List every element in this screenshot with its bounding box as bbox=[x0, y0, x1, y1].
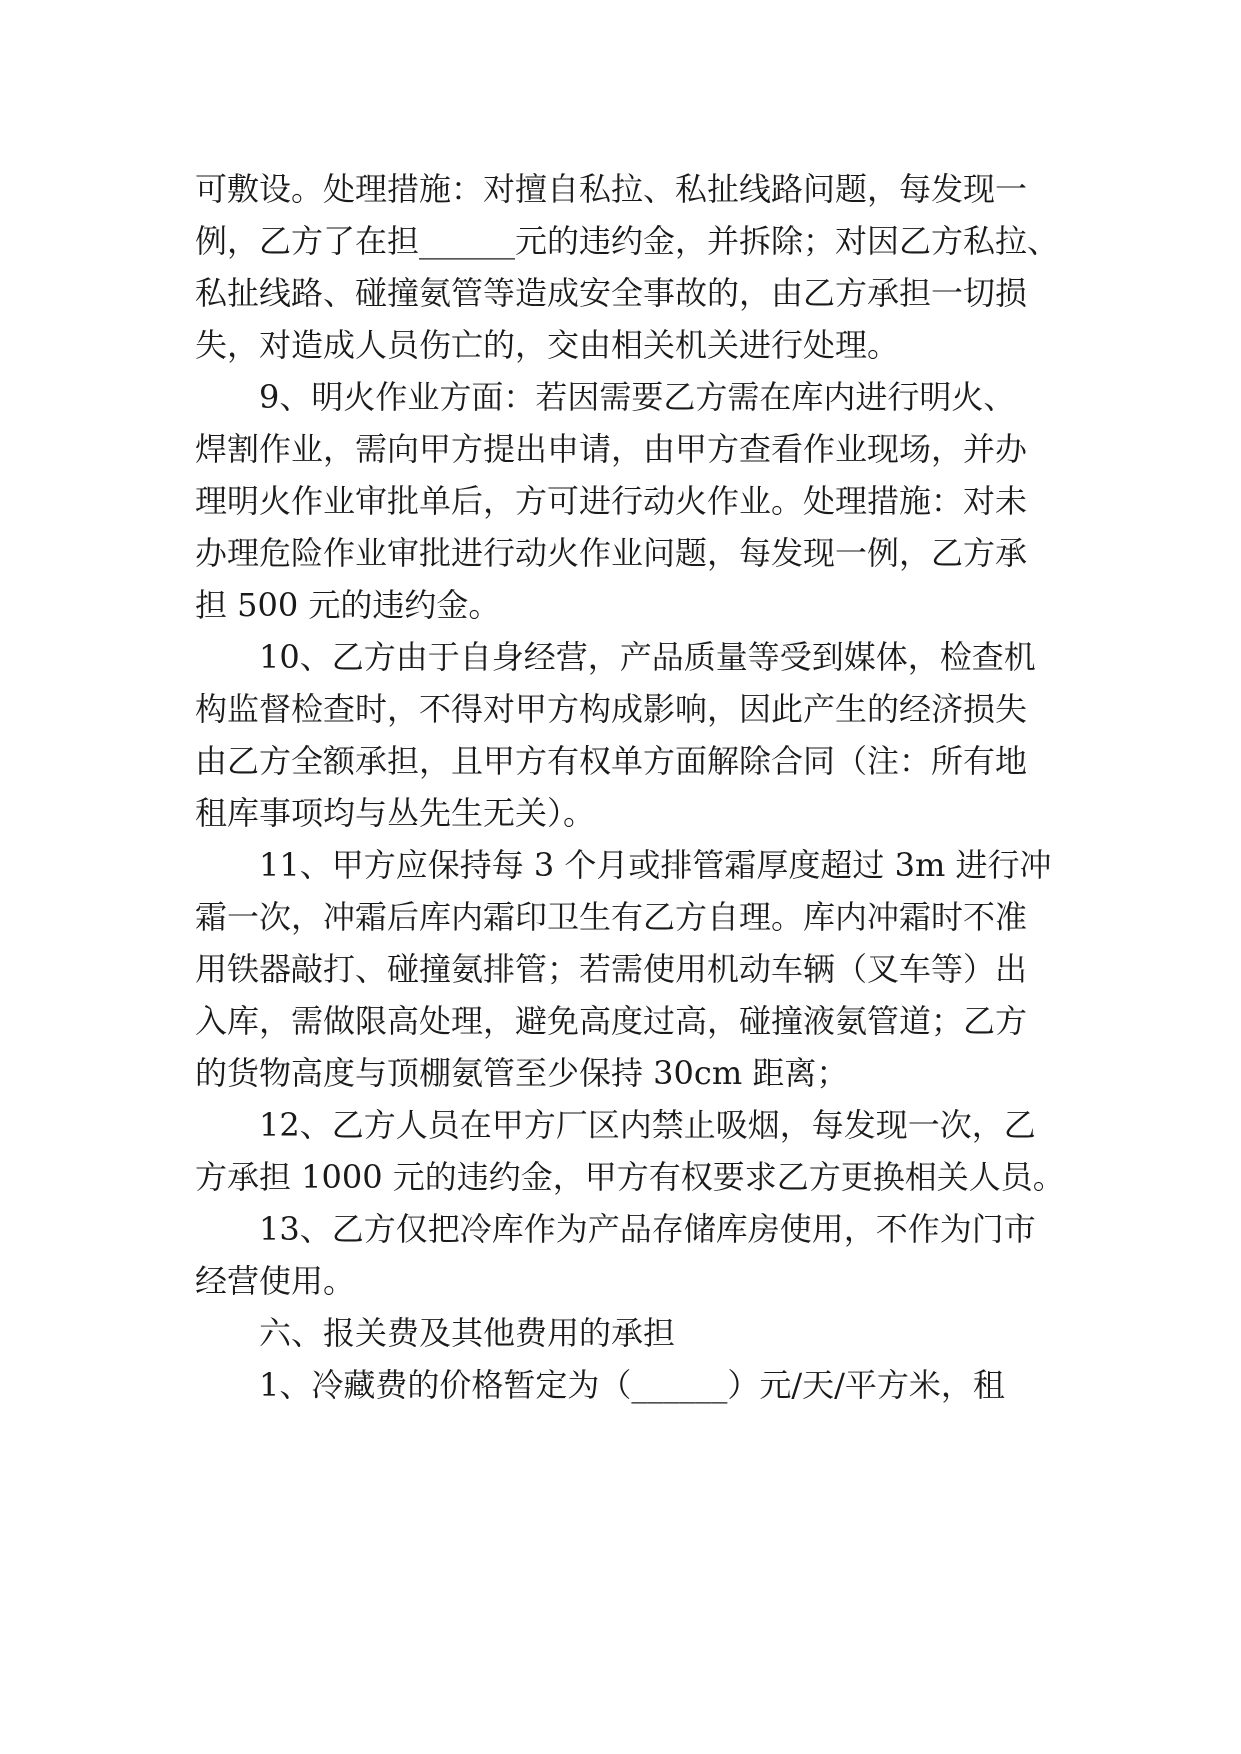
text-line: 方承担 1000 元的违约金，甲方有权要求乙方更换相关人员。 bbox=[195, 1158, 1065, 1196]
clause-11-heading-line: 11、甲方应保持每 3 个月或排管霜厚度超过 3m 进行冲 bbox=[259, 846, 1052, 884]
text-line: 由乙方全额承担，且甲方有权单方面解除合同（注：所有地 bbox=[195, 742, 1028, 780]
text-line: 用铁器敲打、碰撞氨排管；若需使用机动车辆（叉车等）出 bbox=[195, 950, 1028, 988]
text-line: 的货物高度与顶棚氨管至少保持 30cm 距离； bbox=[195, 1054, 849, 1092]
text-line: 经营使用。 bbox=[195, 1262, 356, 1300]
text-line: 担 500 元的违约金。 bbox=[195, 586, 501, 624]
text-line: 入库，需做限高处理，避免高度过高，碰撞液氨管道；乙方 bbox=[195, 1002, 1028, 1040]
text-line: 构监督检查时，不得对甲方构成影响，因此产生的经济损失 bbox=[195, 690, 1028, 728]
text-line: 可敷设。处理措施：对擅自私拉、私扯线路问题，每发现一 bbox=[195, 170, 1028, 208]
section-6-heading: 六、报关费及其他费用的承担 bbox=[259, 1314, 676, 1352]
clause-12-heading-line: 12、乙方人员在甲方厂区内禁止吸烟，每发现一次，乙 bbox=[259, 1106, 1036, 1144]
text-line: 焊割作业，需向甲方提出申请，由甲方查看作业现场，并办 bbox=[195, 430, 1028, 468]
section-6-clause-1-line: 1、冷藏费的价格暂定为（______）元/天/平方米，租 bbox=[259, 1366, 1005, 1404]
text-line: 租库事项均与丛先生无关）。 bbox=[195, 794, 596, 832]
clause-13-heading-line: 13、乙方仅把冷库作为产品存储库房使用，不作为门市 bbox=[259, 1210, 1036, 1248]
text-line: 霜一次，冲霜后库内霜印卫生有乙方自理。库内冲霜时不准 bbox=[195, 898, 1028, 936]
text-line: 办理危险作业审批进行动火作业问题，每发现一例，乙方承 bbox=[195, 534, 1028, 572]
text-line: 例，乙方了在担______元的违约金，并拆除；对因乙方私拉、 bbox=[195, 222, 1060, 260]
text-line: 失，对造成人员伤亡的，交由相关机关进行处理。 bbox=[195, 326, 900, 364]
clause-10-heading-line: 10、乙方由于自身经营，产品质量等受到媒体，检查机 bbox=[259, 638, 1036, 676]
text-line: 私扯线路、碰撞氨管等造成安全事故的，由乙方承担一切损 bbox=[195, 274, 1028, 312]
text-line: 理明火作业审批单后，方可进行动火作业。处理措施：对未 bbox=[195, 482, 1028, 520]
clause-9-heading-line: 9、明火作业方面：若因需要乙方需在库内进行明火、 bbox=[259, 378, 1016, 416]
